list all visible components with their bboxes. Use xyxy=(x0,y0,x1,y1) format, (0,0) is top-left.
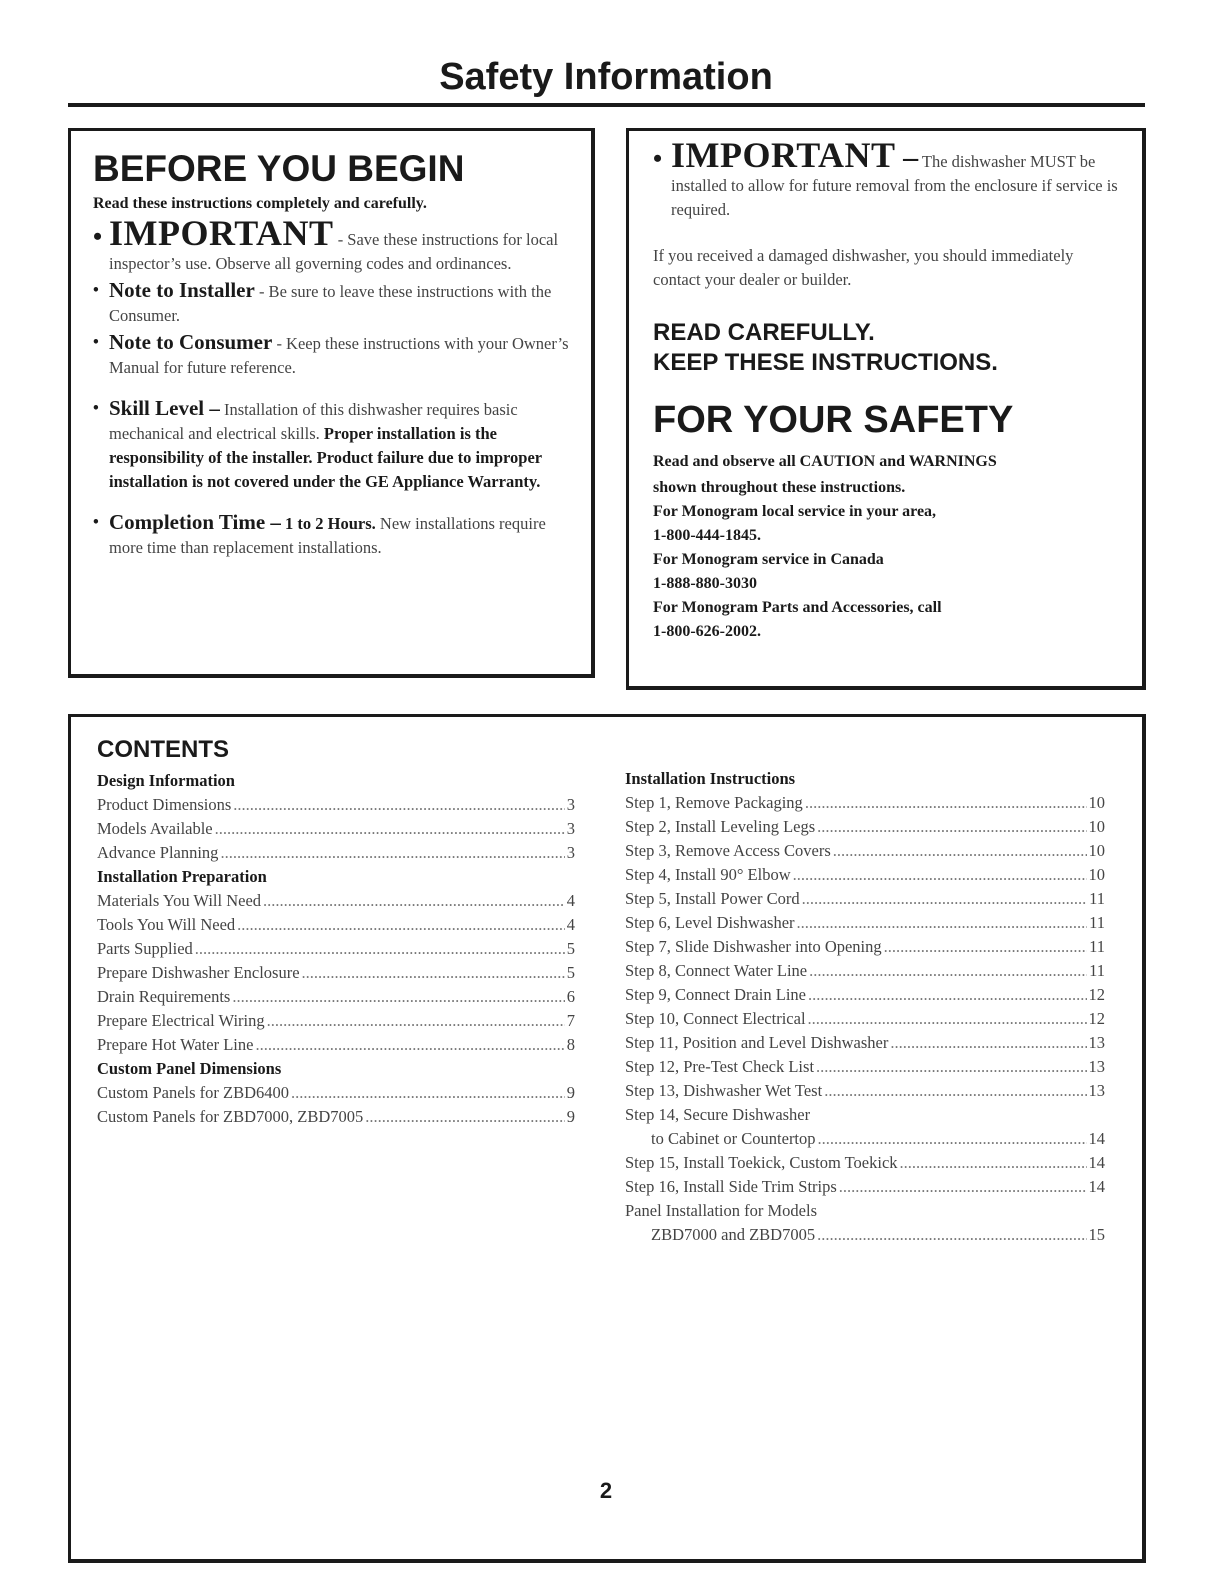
toc-entry[interactable]: to Cabinet or Countertop ..... 14 xyxy=(625,1127,1105,1151)
skill-level-label: Skill Level – xyxy=(109,396,220,420)
before-you-begin-heading: BEFORE YOU BEGIN xyxy=(93,148,465,189)
completion-time-label: Completion Time – xyxy=(109,510,281,534)
toc-entry[interactable]: Prepare Dishwasher Enclosure ..... 5 xyxy=(97,961,575,985)
before-you-begin-box xyxy=(68,128,595,678)
contents-title: CONTENTS xyxy=(97,736,229,763)
toc-section-heading: Design Information xyxy=(97,771,235,790)
completion-time-bullet: • Completion Time – 1 to 2 Hours. New installations require more time than replacement installations. xyxy=(93,510,546,557)
skill-level-warning: Proper installation is the responsibility of the installer. Product failure due to improper installation is not covered under the GE Appliance Warranty. xyxy=(109,424,542,491)
read-carefully-heading: READ CAREFULLY. xyxy=(653,319,875,346)
toc-entry[interactable]: Step 16, Install Side Trim Strips ..... 14 xyxy=(625,1175,1105,1199)
important-safety-box xyxy=(626,128,1146,690)
phone-parts-accessories: 1-800-626-2002. xyxy=(653,623,761,640)
installer-text: - Be sure to leave these instructions with the Consumer. xyxy=(109,282,552,325)
toc-entry[interactable]: Parts Supplied ..... 5 xyxy=(97,937,575,961)
safety-line: Read and observe all CAUTION and WARNINGS xyxy=(653,453,997,470)
title-rule xyxy=(68,103,1145,107)
toc-entry[interactable]: Step 6, Level Dishwasher ..... 11 xyxy=(625,911,1105,935)
page-number: 2 xyxy=(599,1478,613,1503)
toc-entry[interactable]: Drain Requirements ..... 6 xyxy=(97,985,575,1009)
toc-entry[interactable]: Step 4, Install 90° Elbow ..... 10 xyxy=(625,863,1105,887)
toc-entry[interactable]: Step 2, Install Leveling Legs ..... 10 xyxy=(625,815,1105,839)
safety-contact-info xyxy=(653,450,1122,644)
phone-local-service: 1-800-444-1845. xyxy=(653,527,761,544)
consumer-label: Note to Consumer xyxy=(109,330,273,354)
toc-entry[interactable]: Models Available ..... 3 xyxy=(97,817,575,841)
toc-entry[interactable]: Step 7, Slide Dishwasher into Opening ..... 11 xyxy=(625,935,1105,959)
completion-time-text: New installations require more time than replacement installations. xyxy=(109,514,546,557)
read-instructions-note: Read these instructions completely and carefully. xyxy=(93,195,427,212)
installer-label: Note to Installer xyxy=(109,278,255,302)
important-bullet: • IMPORTANT - Save these instructions for local inspector’s use. Observe all governing codes and ordinances. xyxy=(93,213,559,273)
safety-line: For Monogram Parts and Accessories, call xyxy=(653,599,942,616)
toc-entry[interactable]: ZBD7000 and ZBD7005 ..... 15 xyxy=(625,1223,1105,1247)
safety-line: For Monogram service in Canada xyxy=(653,551,884,568)
skill-level-bullet: • Skill Level – Installation of this dishwasher requires basic mechanical and electrical skills. Proper installation is the responsibility of the installer. Product failure due to improper installation is not covered under the GE Appliance Warranty. xyxy=(93,396,542,491)
toc-entry[interactable]: Materials You Will Need ..... 4 xyxy=(97,889,575,913)
toc-entry[interactable]: Custom Panels for ZBD6400 ..... 9 xyxy=(97,1081,575,1105)
consumer-bullet: • Note to Consumer - Keep these instructions with your Owner’s Manual for future reference. xyxy=(93,330,569,377)
toc-entry[interactable]: Advance Planning ..... 3 xyxy=(97,841,575,865)
completion-time-hours: 1 to 2 Hours. xyxy=(280,514,376,533)
removal-important-text: The dishwasher MUST be installed to allow for future removal from the enclosure if service is required. xyxy=(671,152,1118,219)
removal-important-dash: – xyxy=(895,141,919,174)
toc-section-heading: Installation Preparation xyxy=(97,867,267,886)
installer-bullet: • Note to Installer - Be sure to leave these instructions with the Consumer. xyxy=(93,278,552,325)
toc-entry[interactable]: Step 1, Remove Packaging ..... 10 xyxy=(625,791,1105,815)
contents-left-column xyxy=(97,769,575,1129)
toc-entry[interactable]: Step 5, Install Power Cord ..... 11 xyxy=(625,887,1105,911)
page-title: Safety Information xyxy=(439,56,773,98)
toc-entry[interactable]: Step 12, Pre-Test Check List ..... 13 xyxy=(625,1055,1105,1079)
toc-entry-line[interactable]: Panel Installation for Models xyxy=(625,1201,818,1220)
toc-entry[interactable]: Product Dimensions ..... 3 xyxy=(97,793,575,817)
toc-entry[interactable]: Prepare Electrical Wiring ..... 7 xyxy=(97,1009,575,1033)
important-text: - Save these instructions for local inspector’s use. Observe all governing codes and ordinances. xyxy=(109,230,559,273)
removal-important-bullet: • IMPORTANT – The dishwasher MUST be installed to allow for future removal from the enclosure if service is required. xyxy=(653,135,1118,219)
skill-level-text: Installation of this dishwasher requires basic mechanical and electrical skills. xyxy=(109,400,518,443)
safety-line: For Monogram local service in your area, xyxy=(653,503,937,520)
toc-entry-line[interactable]: Step 14, Secure Dishwasher xyxy=(625,1105,811,1124)
toc-section-heading: Custom Panel Dimensions xyxy=(97,1059,282,1078)
keep-instructions-heading: KEEP THESE INSTRUCTIONS. xyxy=(653,349,998,376)
toc-entry[interactable]: Prepare Hot Water Line ..... 8 xyxy=(97,1033,575,1057)
contents-box xyxy=(68,714,1146,1563)
toc-entry[interactable]: Step 9, Connect Drain Line ..... 12 xyxy=(625,983,1105,1007)
toc-entry[interactable]: Step 10, Connect Electrical ..... 12 xyxy=(625,1007,1105,1031)
toc-entry[interactable]: Tools You Will Need ..... 4 xyxy=(97,913,575,937)
damaged-dishwasher-note: If you received a damaged dishwasher, you should immediately contact your dealer or builder. xyxy=(653,246,1074,289)
for-your-safety-heading: FOR YOUR SAFETY xyxy=(653,399,1014,441)
toc-entry[interactable]: Step 11, Position and Level Dishwasher ..... 13 xyxy=(625,1031,1105,1055)
important-label: IMPORTANT xyxy=(109,213,334,253)
consumer-text: - Keep these instructions with your Owner’s Manual for future reference. xyxy=(109,334,569,377)
toc-section-heading: Installation Instructions xyxy=(625,769,796,788)
contents-right-column xyxy=(625,767,1105,1247)
toc-entry[interactable]: Step 13, Dishwasher Wet Test ..... 13 xyxy=(625,1079,1105,1103)
removal-important-label: IMPORTANT xyxy=(671,135,896,175)
toc-entry[interactable]: Step 8, Connect Water Line ..... 11 xyxy=(625,959,1105,983)
toc-entry[interactable]: Custom Panels for ZBD7000, ZBD7005 ..... 9 xyxy=(97,1105,575,1129)
toc-entry[interactable]: Step 3, Remove Access Covers ..... 10 xyxy=(625,839,1105,863)
safety-line: shown throughout these instructions. xyxy=(653,479,906,496)
phone-canada-service: 1-888-880-3030 xyxy=(653,575,757,592)
toc-entry[interactable]: Step 15, Install Toekick, Custom Toekick ..... 14 xyxy=(625,1151,1105,1175)
